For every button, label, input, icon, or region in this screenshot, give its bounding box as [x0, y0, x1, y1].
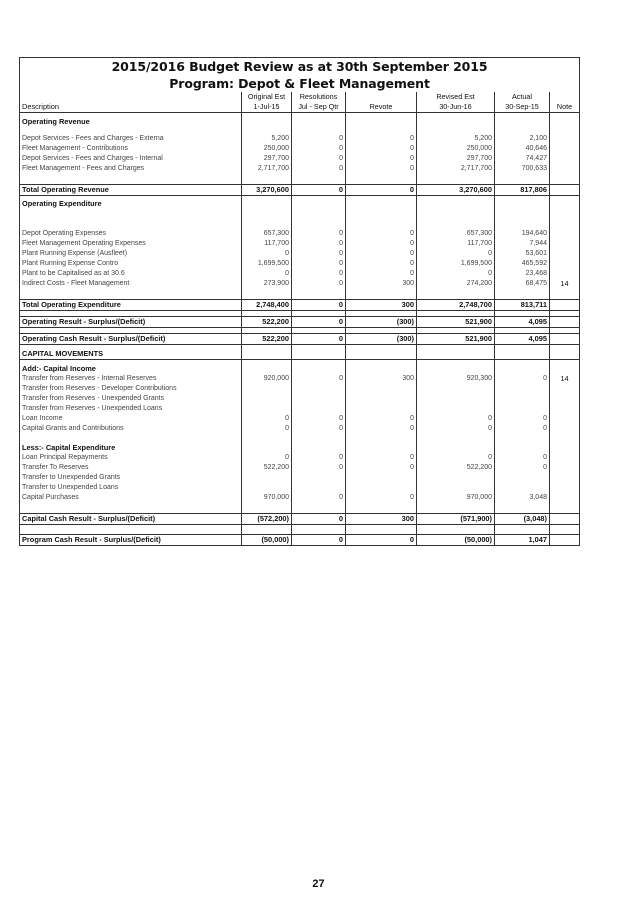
header-actual-date: 30-Sep-15 [495, 102, 550, 113]
header-original-date: 1-Jul-15 [242, 102, 292, 113]
row-note [550, 229, 580, 239]
row-revote: 0 [346, 269, 417, 279]
table-row [20, 424, 580, 434]
spacer-row [20, 174, 580, 185]
header-revised-date: 30-Jun-16 [417, 102, 495, 113]
section-heading: Less:- Capital Expenditure [20, 443, 242, 453]
budget-table [19, 57, 580, 546]
row-revised-est [417, 473, 495, 483]
row-description: Loan Principal Repayments [20, 453, 242, 463]
row-actual: 0 [495, 463, 550, 473]
table-row [20, 134, 580, 144]
table-row [20, 154, 580, 164]
row-description: Depot Operating Expenses [20, 229, 242, 239]
row-resolutions: 0 [292, 535, 346, 546]
row-revote: 0 [346, 493, 417, 503]
row-note [550, 453, 580, 463]
section-heading-row [20, 349, 580, 360]
row-description: Transfer from Reserves - Internal Reserves [20, 374, 242, 384]
row-resolutions: 0 [292, 493, 346, 503]
row-original-est [242, 384, 292, 394]
row-description: Fleet Management Operating Expenses [20, 239, 242, 249]
spacer-row [20, 289, 580, 300]
row-original-est: 2,748,400 [242, 300, 292, 311]
row-description: Capital Cash Result - Surplus/(Deficit) [20, 514, 242, 525]
row-actual: 700,633 [495, 164, 550, 174]
row-original-est: 273,900 [242, 279, 292, 289]
row-original-est [242, 404, 292, 414]
section-heading: CAPITAL MOVEMENTS [20, 349, 242, 360]
row-actual: 4,095 [495, 317, 550, 328]
row-resolutions: 0 [292, 154, 346, 164]
row-note [550, 394, 580, 404]
spacer-row [20, 434, 580, 443]
table-row [20, 239, 580, 249]
row-note [550, 414, 580, 424]
row-note [550, 300, 580, 311]
section-heading-row [20, 199, 580, 209]
row-resolutions: 0 [292, 279, 346, 289]
row-resolutions: 0 [292, 453, 346, 463]
row-original-est: 5,200 [242, 134, 292, 144]
row-note [550, 493, 580, 503]
row-original-est: (50,000) [242, 535, 292, 546]
row-resolutions: 0 [292, 269, 346, 279]
spacer-row [20, 525, 580, 535]
document-title: 2015/2016 Budget Review as at 30th September 2015 [20, 58, 580, 76]
row-note [550, 144, 580, 154]
row-resolutions: 0 [292, 424, 346, 434]
row-actual: (3,048) [495, 514, 550, 525]
row-revised-est [417, 404, 495, 414]
spacer-row [20, 127, 580, 134]
row-actual: 23,468 [495, 269, 550, 279]
row-original-est: 657,300 [242, 229, 292, 239]
row-revote: 0 [346, 424, 417, 434]
row-original-est: 1,699,500 [242, 259, 292, 269]
row-revote: 0 [346, 164, 417, 174]
row-actual [495, 404, 550, 414]
row-revote [346, 394, 417, 404]
row-resolutions: 0 [292, 334, 346, 345]
row-description: Operating Result - Surplus/(Deficit) [20, 317, 242, 328]
row-description: Transfer from Reserves - Unexpended Loans [20, 404, 242, 414]
row-original-est: 522,200 [242, 463, 292, 473]
section-heading-row [20, 117, 580, 127]
row-note: 14 [550, 279, 580, 289]
row-revote: (300) [346, 317, 417, 328]
row-note [550, 535, 580, 546]
row-note [550, 384, 580, 394]
row-description: Transfer from Reserves - Unexpended Grants [20, 394, 242, 404]
row-original-est: 3,270,600 [242, 185, 292, 196]
row-revote: 300 [346, 300, 417, 311]
row-original-est [242, 483, 292, 493]
table-row [20, 164, 580, 174]
row-resolutions [292, 483, 346, 493]
row-actual: 7,944 [495, 239, 550, 249]
row-resolutions: 0 [292, 514, 346, 525]
row-revote: 300 [346, 374, 417, 384]
row-actual: 194,640 [495, 229, 550, 239]
row-note [550, 134, 580, 144]
row-revised-est: 274,200 [417, 279, 495, 289]
table-row [20, 394, 580, 404]
row-revised-est: 2,748,700 [417, 300, 495, 311]
row-resolutions: 0 [292, 259, 346, 269]
row-original-est: 970,000 [242, 493, 292, 503]
row-actual: 0 [495, 453, 550, 463]
row-resolutions: 0 [292, 374, 346, 384]
header-revote: Revote [346, 102, 417, 113]
total-row [20, 535, 580, 546]
row-revised-est: 0 [417, 453, 495, 463]
section-heading-row [20, 443, 580, 453]
row-original-est: 0 [242, 269, 292, 279]
row-actual: 40,646 [495, 144, 550, 154]
row-resolutions: 0 [292, 239, 346, 249]
row-actual: 0 [495, 424, 550, 434]
row-resolutions: 0 [292, 249, 346, 259]
row-revote [346, 473, 417, 483]
row-actual: 53,601 [495, 249, 550, 259]
row-revised-est: 970,000 [417, 493, 495, 503]
row-note: 14 [550, 374, 580, 384]
table-row [20, 144, 580, 154]
row-note [550, 424, 580, 434]
row-revised-est: 0 [417, 414, 495, 424]
total-row [20, 300, 580, 311]
row-description: Transfer To Reserves [20, 463, 242, 473]
table-row [20, 414, 580, 424]
row-revote: 300 [346, 279, 417, 289]
table-row [20, 473, 580, 483]
row-description: Indirect Costs - Fleet Management [20, 279, 242, 289]
spacer-row [20, 503, 580, 514]
header-description: Description [20, 102, 242, 113]
row-actual [495, 483, 550, 493]
table-row [20, 493, 580, 503]
row-actual [495, 384, 550, 394]
row-revised-est: 5,200 [417, 134, 495, 144]
total-row [20, 185, 580, 196]
row-note [550, 473, 580, 483]
row-revised-est [417, 384, 495, 394]
section-heading: Operating Revenue [20, 117, 242, 127]
table-row [20, 374, 580, 384]
row-revote [346, 384, 417, 394]
row-note [550, 269, 580, 279]
row-original-est: 0 [242, 249, 292, 259]
row-revote [346, 483, 417, 493]
row-original-est: 0 [242, 414, 292, 424]
row-revote: (300) [346, 334, 417, 345]
row-note [550, 185, 580, 196]
table-row [20, 279, 580, 289]
row-resolutions [292, 404, 346, 414]
row-resolutions: 0 [292, 134, 346, 144]
table-row [20, 269, 580, 279]
row-description: Total Operating Revenue [20, 185, 242, 196]
section-heading: Operating Expenditure [20, 199, 242, 209]
row-original-est [242, 473, 292, 483]
table-row [20, 483, 580, 493]
total-row [20, 514, 580, 525]
row-resolutions: 0 [292, 144, 346, 154]
row-note [550, 239, 580, 249]
table-row [20, 453, 580, 463]
row-description: Depot Services - Fees and Charges - Externa [20, 134, 242, 144]
row-revised-est: (50,000) [417, 535, 495, 546]
row-revised-est: 0 [417, 249, 495, 259]
row-actual: 68,475 [495, 279, 550, 289]
row-description: Total Operating Expenditure [20, 300, 242, 311]
row-description: Transfer to Unexpended Grants [20, 473, 242, 483]
row-revised-est: 117,700 [417, 239, 495, 249]
row-revote: 0 [346, 453, 417, 463]
header-revised-est: Revised Est [417, 92, 495, 102]
row-original-est: 297,700 [242, 154, 292, 164]
row-description: Capital Purchases [20, 493, 242, 503]
row-resolutions [292, 473, 346, 483]
row-original-est: (572,200) [242, 514, 292, 525]
row-revote: 0 [346, 414, 417, 424]
table-row [20, 463, 580, 473]
row-revote: 0 [346, 185, 417, 196]
row-revote: 0 [346, 249, 417, 259]
row-revote: 0 [346, 463, 417, 473]
row-description: Plant Running Expense (Ausfleet) [20, 249, 242, 259]
table-row [20, 384, 580, 394]
row-revised-est [417, 394, 495, 404]
row-description: Fleet Management - Fees and Charges [20, 164, 242, 174]
row-actual: 0 [495, 374, 550, 384]
row-revised-est: 0 [417, 269, 495, 279]
row-resolutions: 0 [292, 229, 346, 239]
row-revised-est: (571,900) [417, 514, 495, 525]
header-resolutions: Resolutions [292, 92, 346, 102]
total-row [20, 334, 580, 345]
table-row [20, 229, 580, 239]
row-original-est: 522,200 [242, 334, 292, 345]
row-revised-est [417, 483, 495, 493]
spacer-row [20, 209, 580, 229]
row-revote: 0 [346, 239, 417, 249]
row-description: Operating Cash Result - Surplus/(Deficit) [20, 334, 242, 345]
row-revised-est: 1,699,500 [417, 259, 495, 269]
page-number: 27 [312, 878, 325, 890]
row-actual: 2,100 [495, 134, 550, 144]
row-original-est: 0 [242, 424, 292, 434]
row-revised-est: 522,200 [417, 463, 495, 473]
row-actual: 1,047 [495, 535, 550, 546]
row-actual: 813,711 [495, 300, 550, 311]
row-note [550, 317, 580, 328]
row-resolutions: 0 [292, 463, 346, 473]
row-description: Plant to be Capitalised as at 30.6 [20, 269, 242, 279]
row-resolutions: 0 [292, 300, 346, 311]
row-resolutions [292, 394, 346, 404]
row-revised-est: 297,700 [417, 154, 495, 164]
program-title: Program: Depot & Fleet Management [20, 75, 580, 92]
section-heading: Add:- Capital Income [20, 364, 242, 374]
row-resolutions: 0 [292, 317, 346, 328]
header-actual: Actual [495, 92, 550, 102]
row-description: Plant Running Expense Contro [20, 259, 242, 269]
row-revised-est: 250,000 [417, 144, 495, 154]
row-original-est: 920,000 [242, 374, 292, 384]
header-resolutions-period: Jul - Sep Qtr [292, 102, 346, 113]
row-actual: 74,427 [495, 154, 550, 164]
row-revote: 0 [346, 144, 417, 154]
row-original-est: 522,200 [242, 317, 292, 328]
row-description: Fleet Management - Contributions [20, 144, 242, 154]
row-note [550, 249, 580, 259]
row-note [550, 404, 580, 414]
row-note [550, 154, 580, 164]
row-description: Program Cash Result - Surplus/(Deficit) [20, 535, 242, 546]
row-description: Loan Income [20, 414, 242, 424]
row-original-est: 250,000 [242, 144, 292, 154]
row-revote [346, 404, 417, 414]
row-revote: 0 [346, 229, 417, 239]
row-description: Depot Services - Fees and Charges - Internal [20, 154, 242, 164]
row-resolutions [292, 384, 346, 394]
row-actual: 465,592 [495, 259, 550, 269]
row-original-est: 2,717,700 [242, 164, 292, 174]
row-note [550, 164, 580, 174]
table-row [20, 404, 580, 414]
header-note: Note [550, 102, 580, 113]
row-description: Transfer from Reserves - Developer Contributions [20, 384, 242, 394]
row-actual: 817,806 [495, 185, 550, 196]
row-note [550, 334, 580, 345]
row-revised-est: 521,900 [417, 334, 495, 345]
row-revised-est: 521,900 [417, 317, 495, 328]
row-actual: 3,048 [495, 493, 550, 503]
section-heading-row [20, 364, 580, 374]
row-original-est: 0 [242, 453, 292, 463]
row-description: Capital Grants and Contributions [20, 424, 242, 434]
row-actual [495, 473, 550, 483]
row-resolutions: 0 [292, 414, 346, 424]
row-revised-est: 3,270,600 [417, 185, 495, 196]
row-revised-est: 920,300 [417, 374, 495, 384]
row-note [550, 463, 580, 473]
total-row [20, 317, 580, 328]
row-note [550, 483, 580, 493]
row-revote: 0 [346, 535, 417, 546]
table-row [20, 249, 580, 259]
row-actual [495, 394, 550, 404]
row-original-est: 117,700 [242, 239, 292, 249]
row-revised-est: 657,300 [417, 229, 495, 239]
row-description: Transfer to Unexpended Loans [20, 483, 242, 493]
header-original-est: Original Est [242, 92, 292, 102]
row-actual: 4,095 [495, 334, 550, 345]
row-resolutions: 0 [292, 185, 346, 196]
row-note [550, 259, 580, 269]
row-revote: 0 [346, 259, 417, 269]
row-revised-est: 0 [417, 424, 495, 434]
row-original-est [242, 394, 292, 404]
row-revote: 300 [346, 514, 417, 525]
budget-review-document [19, 57, 579, 546]
row-note [550, 514, 580, 525]
row-revote: 0 [346, 154, 417, 164]
row-resolutions: 0 [292, 164, 346, 174]
row-revised-est: 2,717,700 [417, 164, 495, 174]
table-row [20, 259, 580, 269]
row-actual: 0 [495, 414, 550, 424]
row-revote: 0 [346, 134, 417, 144]
